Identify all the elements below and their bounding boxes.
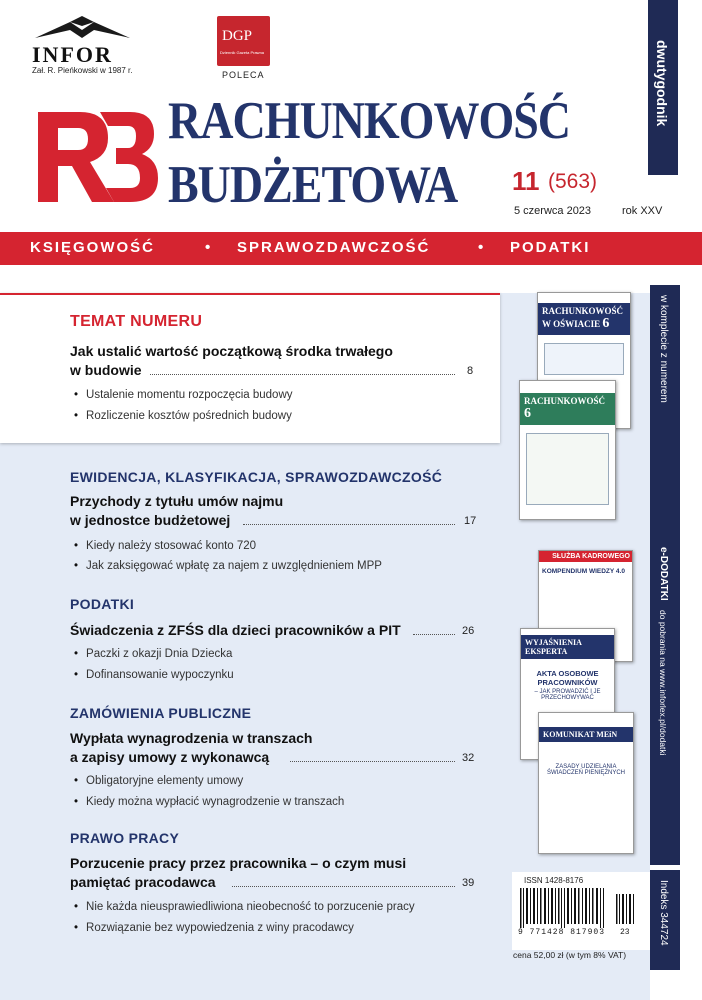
bullet-point: • Jak zaksięgować wpłatę za najem z uwzględnieniem MPP bbox=[74, 560, 382, 572]
section-heading-procurement: ZAMÓWIENIA PUBLICZNE bbox=[70, 705, 252, 721]
index-label: Indeks 344724 bbox=[658, 880, 669, 946]
section-heading-records: EWIDENCJA, KLASYFIKACJA, SPRAWOZDAWCZOŚĆ bbox=[70, 469, 443, 485]
article-page: 17 bbox=[464, 515, 477, 527]
article-title-cont[interactable]: w budowie bbox=[70, 362, 142, 378]
supplement-body: AKTA OSOBOWE PRACOWNIKÓW bbox=[536, 669, 599, 687]
edodatki-url: do pobrania na www.inforlex.pl/dodatki bbox=[658, 610, 668, 756]
supplement-body: ZASADY UDZIELANIA ŚWIADCZEŃ PIENIĘŻNYCH bbox=[546, 764, 625, 776]
edodatki-label: e-DODATKI bbox=[658, 547, 669, 601]
bullet-point: • Obligatoryjne elementy umowy bbox=[74, 775, 243, 787]
barcode-addon: 23 bbox=[620, 928, 630, 937]
article-title-cont[interactable]: w jednostce budżetowej bbox=[70, 512, 231, 528]
band-item-accounting: KSIĘGOWOŚĆ bbox=[30, 239, 156, 256]
magazine-title-line2: BUDŻETOWA bbox=[168, 154, 458, 214]
band-item-taxes: PODATKI bbox=[510, 239, 591, 256]
article-title[interactable]: Świadczenia z ZFŚS dla dzieci pracowników a PIT bbox=[70, 622, 401, 638]
issn-number: ISSN 1428-8176 bbox=[524, 876, 584, 885]
dot-leader bbox=[290, 760, 455, 762]
bullet-point: • Kiedy można wypłacić wynagrodzenie w transzach bbox=[74, 796, 344, 808]
band-separator: • bbox=[205, 239, 213, 256]
section-heading-taxes: PODATKI bbox=[70, 596, 135, 612]
bullet-point: • Rozliczenie kosztów pośrednich budowy bbox=[74, 410, 292, 422]
article-page: 39 bbox=[462, 877, 475, 889]
magazine-title-line1: RACHUNKOWOŚĆ bbox=[168, 90, 571, 150]
frequency-label: dwutygodnik bbox=[654, 40, 670, 127]
supplement-top-label: SŁUŻBA KADROWEGO bbox=[539, 551, 632, 562]
cover-text-block bbox=[544, 343, 624, 375]
supplement-title: WYJAŚNIENIA EKSPERTA bbox=[521, 635, 614, 659]
issue-total-number: (563) bbox=[548, 170, 598, 193]
article-title[interactable]: Jak ustalić wartość początkową środka trwałego bbox=[70, 343, 393, 359]
supplement-title: KOMUNIKAT MEiN bbox=[539, 727, 633, 742]
bullet-point: • Paczki z okazji Dnia Dziecka bbox=[74, 648, 232, 660]
topics-band bbox=[0, 232, 702, 265]
dgp-logo-text: DGP bbox=[222, 28, 253, 44]
index-tab bbox=[650, 870, 680, 970]
bullet-point: • Kiedy należy stosować konto 720 bbox=[74, 540, 256, 552]
supplements-label: w komplecie z numerem bbox=[658, 295, 669, 403]
issue-year: rok XXV bbox=[622, 205, 663, 217]
band-item-reporting: SPRAWOZDAWCZOŚĆ bbox=[237, 239, 431, 256]
section-heading-labour-law: PRAWO PRACY bbox=[70, 830, 180, 846]
frequency-tab bbox=[648, 0, 678, 175]
article-title-cont[interactable]: pamiętać pracodawca bbox=[70, 874, 216, 890]
dot-leader bbox=[232, 885, 455, 887]
dgp-recommends: POLECA bbox=[222, 70, 265, 80]
infor-subtitle: Zał. R. Pieńkowski w 1987 r. bbox=[32, 66, 133, 75]
section-heading-featured: TEMAT NUMERU bbox=[70, 313, 203, 330]
rb-brand-mark bbox=[30, 92, 160, 222]
supplement-title: RACHUNKOWOŚĆ 6 bbox=[520, 393, 615, 425]
issue-date: 5 czerwca 2023 bbox=[514, 205, 592, 217]
supplement-cover-komunikat[interactable] bbox=[538, 712, 634, 854]
cover-text-block bbox=[526, 433, 609, 505]
dgp-logo-subtitle: Dziennik Gazeta Prawna bbox=[220, 50, 265, 55]
article-page: 32 bbox=[462, 752, 475, 764]
infor-eagle-logo bbox=[30, 16, 135, 42]
supplement-cover-rachunkowosc[interactable] bbox=[519, 380, 616, 520]
supplement-title: KOMPENDIUM WIEDZY 4.0 bbox=[542, 568, 625, 575]
dot-leader bbox=[150, 373, 455, 375]
dot-leader bbox=[243, 523, 455, 525]
article-title[interactable]: Wypłata wynagrodzenia w transzach bbox=[70, 730, 313, 746]
band-separator: • bbox=[478, 239, 486, 256]
barcode-digits: 9 771428 817903 bbox=[518, 928, 606, 937]
supplement-sub: – JAK PROWADZIĆ I JE PRZECHOWYWAĆ bbox=[534, 689, 601, 701]
bullet-point: • Dofinansowanie wypoczynku bbox=[74, 669, 234, 681]
price-label: cena 52,00 zł (w tym 8% VAT) bbox=[513, 950, 627, 960]
article-title[interactable]: Porzucenie pracy przez pracownika – o czym musi bbox=[70, 855, 407, 871]
dot-leader bbox=[413, 633, 455, 635]
issue-number: 11 bbox=[512, 166, 540, 196]
bullet-point: • Rozwiązanie bez wypowiedzenia z winy pracodawcy bbox=[74, 922, 354, 934]
bullet-point: • Nie każda nieusprawiedliwiona nieobecność to porzucenie pracy bbox=[74, 901, 415, 913]
article-page: 26 bbox=[462, 625, 475, 637]
supplement-title: RACHUNKOWOŚĆ W OŚWIACIE 6 bbox=[538, 303, 630, 335]
article-title[interactable]: Przychody z tytułu umów najmu bbox=[70, 493, 284, 509]
bullet-point: • Ustalenie momentu rozpoczęcia budowy bbox=[74, 389, 293, 401]
supplements-strip bbox=[650, 285, 680, 865]
infor-logo-text: INFOR bbox=[32, 42, 113, 67]
article-title-cont[interactable]: a zapisy umowy z wykonawcą bbox=[70, 749, 270, 765]
article-page: 8 bbox=[467, 365, 474, 377]
